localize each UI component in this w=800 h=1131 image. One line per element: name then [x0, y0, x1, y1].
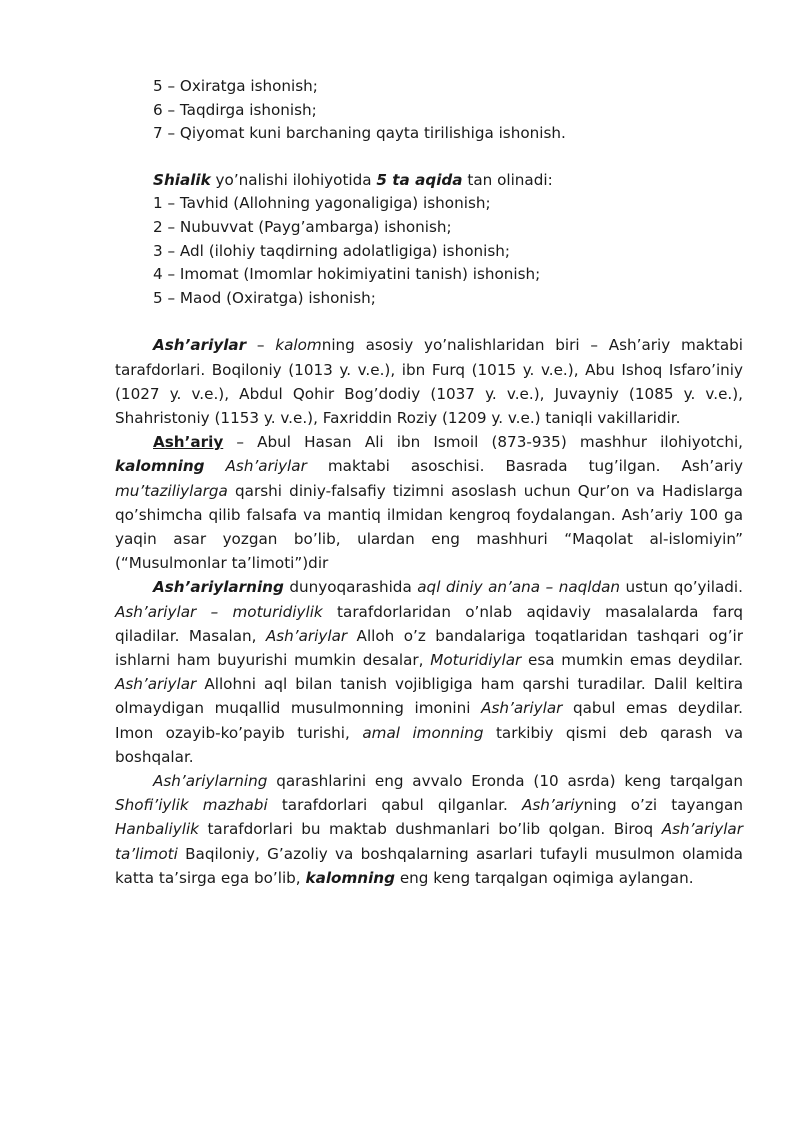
list-item: 5 – Maod (Oxiratga) ishonish; — [153, 288, 376, 307]
list-item: 3 – Adl (ilohiy taqdirning adolatligiga) ishonish; — [153, 241, 510, 260]
list-item: 7 – Qiyomat kuni barchaning qayta tirilishiga ishonish. — [153, 124, 566, 143]
list-item: 6 – Taqdirga ishonish; — [153, 100, 317, 119]
shia-intro-line: Shialik yo’nalishi ilohiyotida 5 ta aqida tan olinadi: — [153, 170, 553, 189]
document-page — [115, 0, 743, 890]
paragraph-ashariy: Ash’ariy – Abul Hasan Ali ibn Ismoil (873-935) mashhur ilohiyotchi, kalomning Ash’ariylar maktabi asoschisi. Basrada tug’ilgan. Ash’ariy mu’taziliylarga qarshi diniy-falsafiy tizimni asoslash uchun Qur’on va Hadislarga qo’shimcha qilib falsafa va mantiq ilmidan kengroq foydalangan. Ash’ariy 100 ga yaqin asar yozgan bo’lib, ulardan eng mashhuri “Maqolat al-islomiyin” (“Musulmonlar ta’limoti”)dir — [115, 433, 744, 573]
list-item: 1 – Tavhid (Allohning yagonaligiga) ishonish; — [153, 194, 491, 213]
term-shialik: Shialik — [153, 170, 211, 189]
aqida-count: 5 ta aqida — [376, 170, 463, 189]
spacer — [115, 146, 743, 169]
list-item: 2 – Nubuvvat (Payg’ambarga) ishonish; — [153, 217, 452, 236]
list-item: 4 – Imomat (Imomlar hokimiyatini tanish) ishonish; — [153, 265, 541, 284]
list-item: 5 – Oxiratga ishonish; — [153, 77, 318, 95]
paragraph-dunyoqarash: Ash’ariylarning dunyoqarashida aql diniy an’ana – naqldan ustun qo’yiladi. Ash’ariylar – moturidiylik tarafdorlaridan o’nlab aqidaviy masalalarda farq qiladilar. Masalan, Ash’ariylar Alloh o’z bandalariga toqatlaridan tashqari og’ir ishlarni ham buyurishi mumkin desalar, Moturidiylar esa mumkin emas deydilar. Ash’ariylar Allohni aql bilan tanish vojibligiga ham qarshi turadilar. Dalil keltira olmaydigan muqallid musulmonning imonini Ash’ariylar qabul emas deydilar. Imon ozayib-ko’payib turishi, amal imonning tarkibiy qismi deb qarash va boshqalar. — [115, 578, 744, 766]
paragraph-qarashlar: Ash’ariylarning qarashlarini eng avvalo Eronda (10 asrda) keng tarqalgan Shofi’iylik mazhabi tarafdorlari qabul qilganlar. Ash’ariyning o’zi tayangan Hanbaliylik tarafdorlari bu maktab dushmanlari bo’lib qolgan. Biroq Ash’ariylar ta’limoti Baqiloniy, G’azoliy va boshqalarning asarlari tufayli musulmon olamida katta ta’sirga ega bo’lib, kalomning eng keng tarqalgan oqimiga aylangan. — [115, 772, 743, 887]
paragraph-ashariylar: Ash’ariylar – kalomning asosiy yo’nalishlaridan biri – Ash’ariy maktabi tarafdorlari. Boqiloniy (1013 y. v.e.), ibn Furq (1015 y. v.e.), Abu Ishoq Isfaro’iniy (1027 y. v.e.), Abdul Qohir Bog’dodiy (1037 y. v.e.), Juvayniy (1085 y. v.e.), Shahristoniy (1153 y. v.e.), Faxriddin Roziy (1209 y. v.e.) taniqli vakillaridir. — [115, 336, 743, 427]
spacer — [115, 310, 743, 333]
